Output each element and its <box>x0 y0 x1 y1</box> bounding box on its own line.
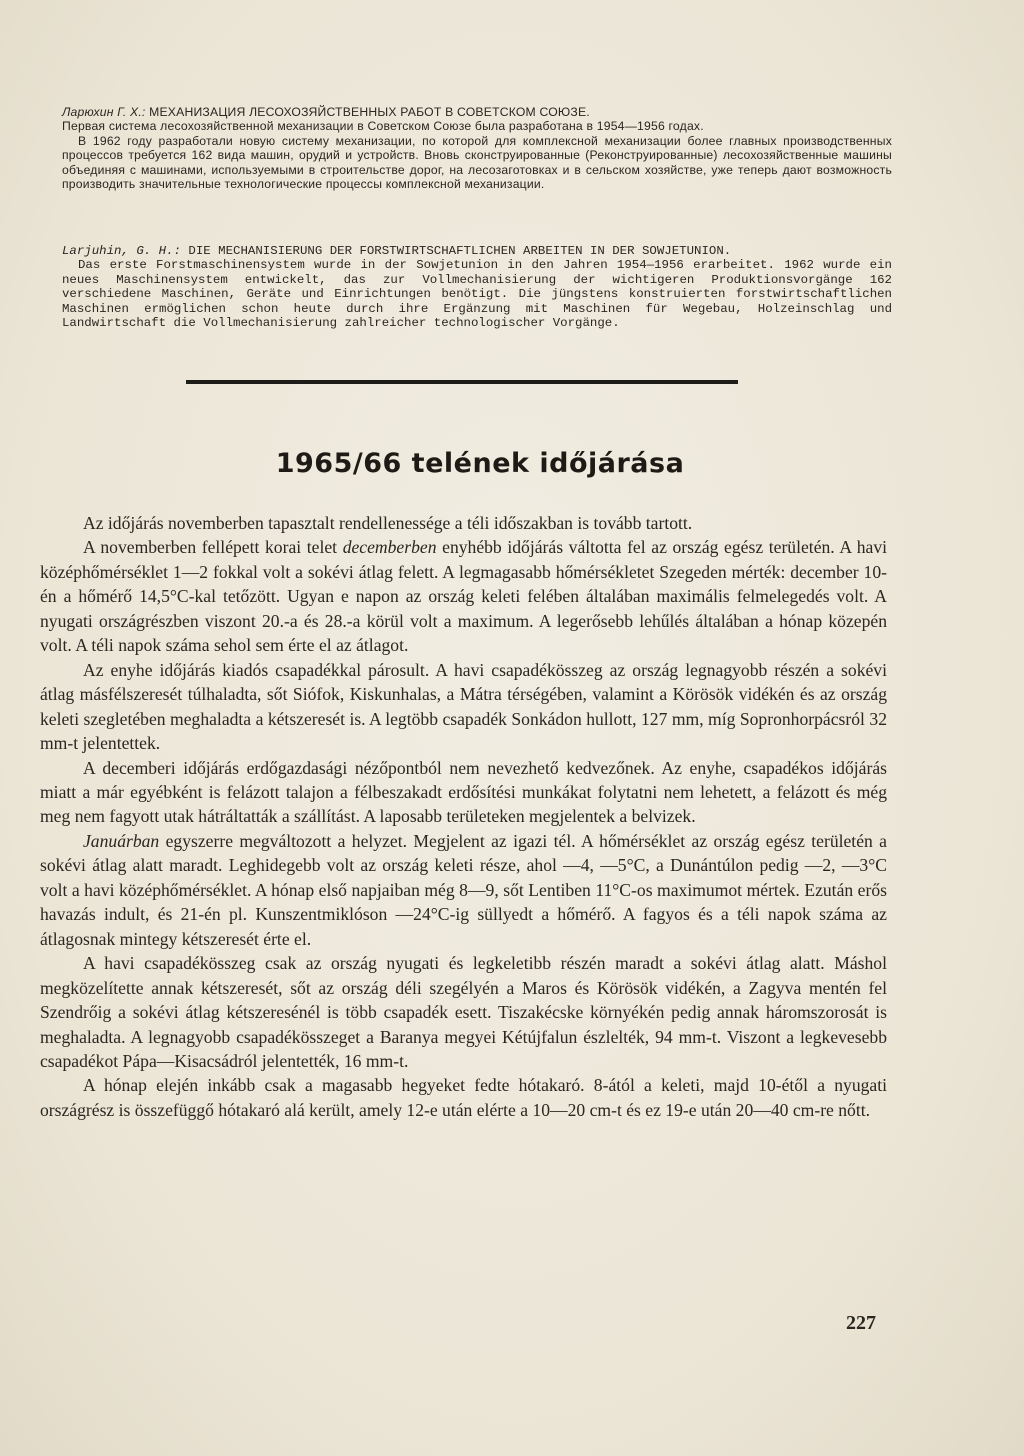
paragraph-text: enyhébb időjárás váltotta fel az ország egész területén. A havi középhőmérséklet 1—2 fokkal volt a sokévi átlag felett. A legmagasabb hőmérsékletet Szegeden mérték: december 10-én a hőmérő 14,5°C-kal tetőzött. Ugyan e napon az ország keleti felében általában maximális felmelegedés volt. A nyugati országrészben viszont 20.-a és 28.-a körül volt a maximum. A legerősebb lehűlés általában a hónap közepén volt. A téli napok száma sehol sem érte el az átlagot. <box>40 537 888 656</box>
paragraph-text: egyszerre megváltozott a helyzet. Megjelent az igazi tél. A hőmérséklet az ország egész területén a sokévi átlag alatt maradt. Leghidegebb volt az ország keleti része, ahol —4, —5°C, a Dunántúlon pedig —2, —3°C volt a havi középhőmérséklet. A hónap első napjaiban még 8—9, sőt Lentiben 11°C-os maximumot mértek. Ezután erős havazás indult, és 21-én pl. Kunszentmiklóson —24°C-ig süllyedt a hőmérő. A fagyos és a téli napok száma az átlagosnak mintegy kétszeresét érte el. <box>40 830 887 949</box>
abstract-ru-author: Ларюхин Г. Х.: <box>62 105 146 119</box>
abstract-de-title: DIE MECHANISIERUNG DER FORSTWIRTSCHAFTLICHEN ARBEITEN IN DER SOWJETUNION. <box>188 244 732 258</box>
abstract-ru-title: МЕХАНИЗАЦИЯ ЛЕСОХОЗЯЙСТВЕННЫХ РАБОТ В СОВЕТСКОМ СОЮЗЕ. <box>149 105 590 119</box>
article-paragraph-6: A havi csapadékösszeg csak az ország nyugati és legkeletibb részén maradt a sokévi átlag alatt. Máshol megközelítette annak kétszeresét, sőt az ország déli szegélyén a Maros és Körösök vidékén, a Zagyva mentén fel Szendrőig a sokévi átlag kétszeresénél is több csapadék esett. Tiszakécske környékén pedig annak háromszorosát is meghaladta. A legnagyobb csapadékösszeget a Baranya megyei Kétújfalun észlelték, 94 mm-t. Viszont a legkevesebb csapadékot Pápa—Kisacsádról jelentették, 16 mm-t. <box>40 953 887 1071</box>
emphasis-december: decemberben <box>342 537 437 558</box>
abstract-ru-heading <box>62 105 892 119</box>
abstract-de-author: Larjuhin, G. H.: <box>62 244 181 258</box>
emphasis-january: Januárban <box>83 830 160 851</box>
paragraph-text: A novemberben fellépett korai telet <box>83 537 343 558</box>
article-paragraph-4: A decemberi időjárás erdőgazdasági nézőpontból nem nevezhető kedvezőnek. Az enyhe, csapadékos időjárás miatt a már egyébként is felázott talajon a félbeszakadt erdősítési munkákat folytatni nem lehetett, a felázott és még meg nem fagyott utak hátráltatták a szállítást. A laposabb területeken megjelentek a belvizek. <box>40 757 887 827</box>
abstract-de-para1: Das erste Forstmaschinensystem wurde in der Sowjetunion in den Jahren 1954—1956 erarbeitet. 1962 wurde ein neues Maschinensystem entwickelt, das zur Vollmechanisierung der wichtigeren Produktionsvorgänge 162 verschiedene Maschinen, Geräte und Einrichtungen benötigt. Die jüngstens konstruierten forstwirtschaftlichen Maschinen ermöglichen schon heute durch ihre Ergänzung mit Maschinen für Wegebau, Holzeinschlag und Landwirtschaft die Vollmechanisierung zahlreicher technologischer Vorgänge. <box>62 258 892 331</box>
abstract-ru-para2: В 1962 году разработали новую систему механизации, по которой для комплексной механизации более главных производственных процессов требуется 162 вида машин, орудий и устройств. Вновь сконструированные (Реконструированные) лесохозяйственные машины объединяя с машинами, используемыми в строительстве дорог, на лесозаготовках и в сельском хозяйстве, уже теперь дают возможность производить значительные технологические процессы комплексной механизации. <box>62 133 892 192</box>
article-paragraph-7: A hónap elején inkább csak a magasabb hegyeket fedte hótakaró. 8-ától a keleti, majd 10-étől a nyugati országrész is összefüggő hótakaró alá került, amely 12-e után elérte a 10—20 cm-t és ez 19-e után 20—40 cm-re nőtt. <box>40 1075 887 1120</box>
article-paragraph-1: Az időjárás novemberben tapasztalt rendellenessége a téli időszakban is tovább tartott. <box>83 513 693 533</box>
abstract-german <box>62 244 892 330</box>
section-divider <box>186 380 738 384</box>
abstract-de-heading <box>62 244 892 258</box>
article-paragraph-3: Az enyhe időjárás kiadós csapadékkal párosult. A havi csapadékösszeg az ország legnagyobb részén a sokévi átlag másfélszeresét túlhaladta, sőt Siófok, Kiskunhalas, a Mátra térségében, valamint a Körösök vidékén és az ország keleti szegletében meghaladta a kétszeresét is. A legtöbb csapadék Sonkádon hullott, 127 mm, míg Sopronhorpácsról 32 mm-t jelentettek. <box>40 659 887 754</box>
abstract-ru-para1: Первая система лесохозяйственной механизации в Советском Союзе была разработана в 1954—1956 годах. <box>62 119 704 134</box>
abstract-russian <box>62 105 892 191</box>
page-number: 227 <box>846 1312 876 1334</box>
article-body <box>40 511 887 1122</box>
article-title: 1965/66 telének időjárása <box>275 448 685 479</box>
article-paragraph-2 <box>40 535 887 657</box>
article-paragraph-5 <box>40 829 887 951</box>
